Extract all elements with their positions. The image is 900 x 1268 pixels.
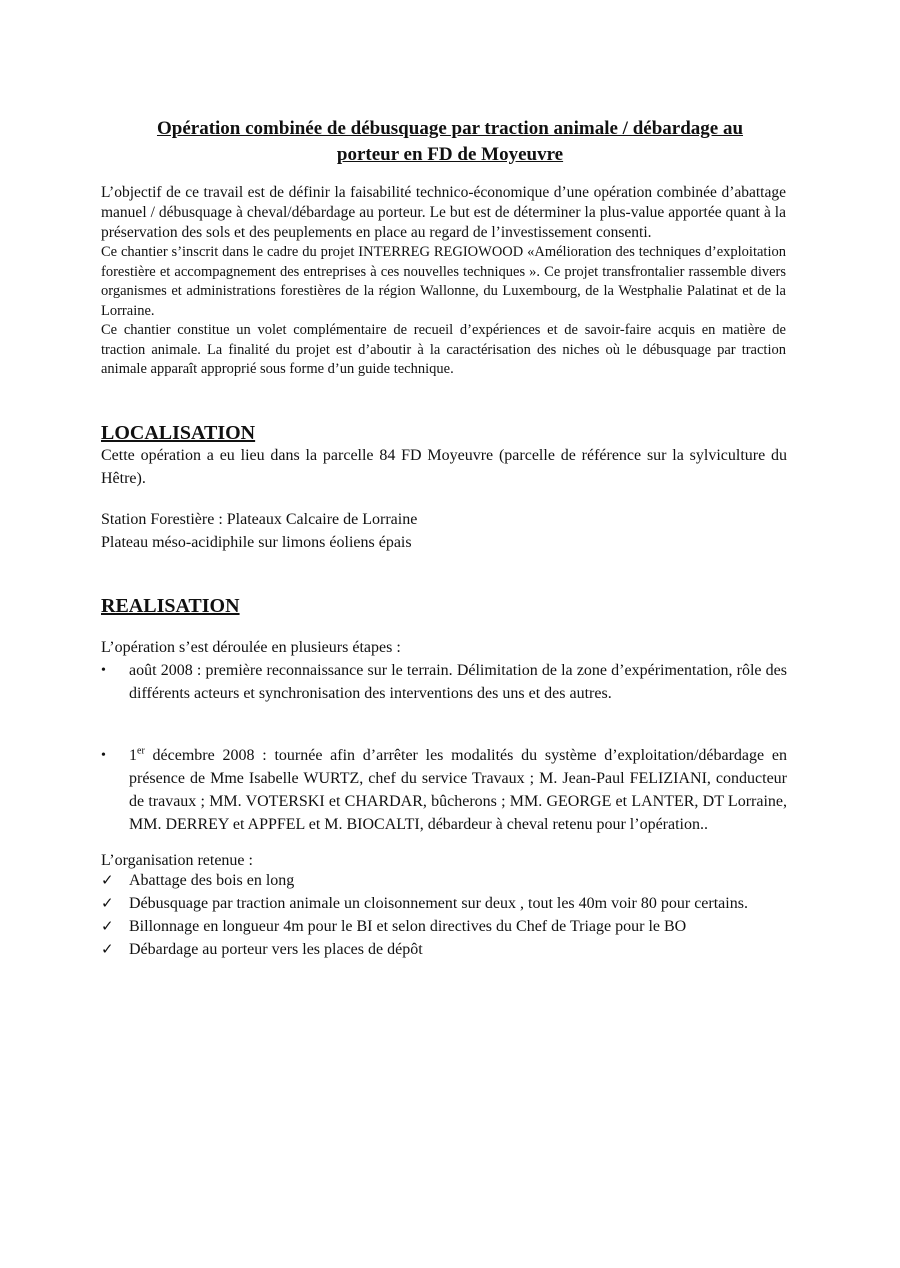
intro-paragraph-objective: L’objectif de ce travail est de définir la faisabilité technico-économique d’une opération combinée d’abattage manuel / débusquage à cheval/débardage au porteur. Le but est de déterminer la plus-value apportée quant à la préservation des sols et des peuplements en place au regard de l’investissement consenti. bbox=[101, 184, 786, 241]
intro-paragraph-complement: Ce chantier constitue un volet complémentaire de recueil d’expériences et de savoir-faire acquis en matière de traction animale. La finalité du projet est d’aboutir à la caractérisation des niches où le débusquage par traction animale apparaît approprié sous forme d’un guide technique. bbox=[101, 322, 786, 377]
localisation-heading: LOCALISATION bbox=[101, 422, 256, 444]
title-line-1: Opération combinée de débusquage par traction animale / débardage au bbox=[156, 118, 744, 139]
localisation-text: Cette opération a eu lieu dans la parcelle 84 FD Moyeuvre (parcelle de référence sur la sylviculture du Hêtre). bbox=[101, 447, 787, 487]
list-item-text: Débusquage par traction animale un cloisonnement sur deux , tout les 40m voir 80 pour certains. bbox=[129, 895, 748, 912]
document-title bbox=[100, 116, 800, 168]
title-line-2: porteur en FD de Moyeuvre bbox=[336, 144, 564, 165]
bullet-icon: • bbox=[101, 748, 106, 763]
step-day-ordinal: er bbox=[137, 745, 145, 757]
intro-paragraph-interreg: Ce chantier s’inscrit dans le cadre du projet INTERREG REGIOWOOD «Amélioration des techniques d’exploitation forestière et accompagnement des entreprises à ces nouvelles techniques ». Ce projet transfrontalier rassemble divers organismes et administrations forestières de la région Wallonne, du Luxembourg, de la Westphalie Palatinat et de la Lorraine. bbox=[101, 244, 786, 319]
list-item-text: Billonnage en longueur 4m pour le BI et selon directives du Chef de Triage pour le BO bbox=[129, 918, 687, 935]
organisation-checklist bbox=[101, 869, 787, 961]
checkmark-icon: ✓ bbox=[101, 940, 114, 958]
step-december-2008 bbox=[101, 744, 787, 836]
plateau-description: Plateau méso-acidiphile sur limons éoliens épais bbox=[101, 534, 412, 551]
checkmark-icon: ✓ bbox=[101, 871, 114, 889]
list-item-text: Débardage au porteur vers les places de dépôt bbox=[129, 941, 423, 958]
list-item-text: Abattage des bois en long bbox=[129, 872, 295, 889]
checkmark-icon: ✓ bbox=[101, 894, 114, 912]
step-day: 1 bbox=[129, 747, 137, 764]
list-item bbox=[101, 869, 787, 892]
bullet-icon: • bbox=[101, 663, 106, 678]
list-item bbox=[101, 892, 787, 915]
intro-section bbox=[101, 183, 786, 380]
step-august-2008 bbox=[101, 659, 787, 705]
checkmark-icon: ✓ bbox=[101, 917, 114, 935]
organisation-label: L’organisation retenue : bbox=[101, 852, 253, 869]
step-text: août 2008 : première reconnaissance sur le terrain. Délimitation de la zone d’expérimentation, rôle des différents acteurs et synchronisation des interventions des uns et des autres. bbox=[129, 662, 787, 702]
realisation-intro: L’opération s’est déroulée en plusieurs étapes : bbox=[101, 639, 401, 656]
step-body: décembre 2008 : tournée afin d’arrêter les modalités du système d’exploitation/débardage en présence de Mme Isabelle WURTZ, chef du service Travaux ; M. Jean-Paul FELIZIANI, conducteur de travaux ; MM. VOTERSKI et CHARDAR, bûcherons ; MM. GEORGE et LANTER, DT Lorraine, MM. DERREY et APPFEL et M. BIOCALTI, débardeur à cheval retenu pour l’opération.. bbox=[129, 747, 787, 833]
list-item bbox=[101, 915, 787, 938]
list-item bbox=[101, 938, 787, 961]
station-forestiere: Station Forestière : Plateaux Calcaire de Lorraine bbox=[101, 511, 418, 528]
step-text bbox=[129, 744, 787, 836]
realisation-heading: REALISATION bbox=[101, 595, 240, 617]
